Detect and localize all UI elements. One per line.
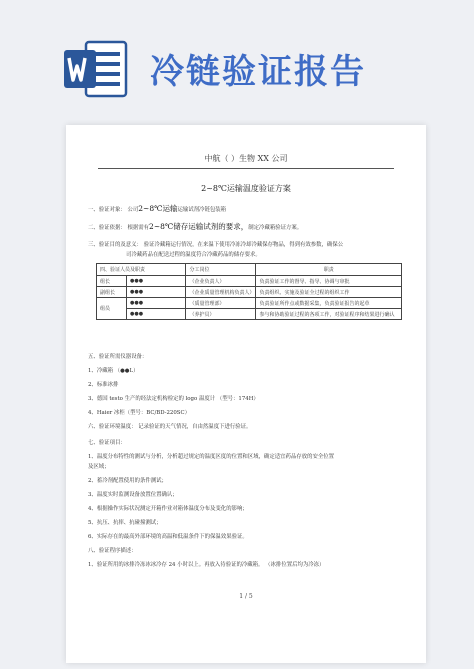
section-label: 二、验证依据： bbox=[88, 225, 126, 231]
section-purpose bbox=[88, 241, 343, 249]
section-label: 三、验证目的及意义： bbox=[88, 242, 142, 248]
section-purpose-cont: 司冷藏药品在配送过程的温度符合冷藏药品的储存要求。 bbox=[126, 252, 261, 258]
table-header-cell: 职责 bbox=[256, 264, 402, 276]
body-line: 七、验证项目： bbox=[88, 440, 126, 446]
body-line: 2、标准冰排 bbox=[88, 382, 119, 388]
body-line: 4、根据操作实际状况测定开箱作业对箱体温度分布及变化的影响； bbox=[88, 506, 248, 512]
section-verification-basis bbox=[88, 223, 302, 232]
body-line: 八、验证程序描述： bbox=[88, 548, 137, 554]
body-line: 3、德国 testo 生产的经法定机构检定的 logo 温度计 （型号：174H） bbox=[88, 396, 259, 402]
table-row bbox=[97, 298, 402, 309]
document-page bbox=[66, 125, 426, 663]
table-row bbox=[97, 309, 402, 320]
table-cell: （企业质量管理机构负责人） bbox=[186, 287, 256, 298]
section-emphasis: 2~8℃运输 bbox=[138, 204, 178, 213]
table-header-cell: 四、验证人员及职责 bbox=[97, 264, 186, 276]
table-header-cell: 分工岗位 bbox=[186, 264, 256, 276]
word-document-icon bbox=[62, 40, 128, 98]
table-cell: （质量管理部） bbox=[186, 298, 256, 309]
body-line: 1、验证所用的冰排冷冻冰冰冷存 24 小时以上。再放入待验证的冷藏箱。 （冰排位置后均为冷冻） bbox=[88, 562, 325, 568]
body-line: 五、验证所需仪器设备： bbox=[88, 354, 148, 360]
body-line: 1、冷藏箱 （●●L） bbox=[88, 368, 139, 374]
banner-title: 冷链验证报告 bbox=[150, 52, 366, 92]
section-emphasis: 2~8℃储存运输试剂的要求， bbox=[149, 222, 249, 231]
section-text: 根据需有 bbox=[127, 225, 150, 231]
responsibility-table bbox=[96, 263, 402, 320]
body-line: 1、温度分布特性的测试与分析，分析超过规定的温度区度的位置和区域，确定适宜药品存放的安全位置 bbox=[88, 454, 335, 460]
table-cell: ●●● bbox=[127, 298, 186, 309]
table-cell: 负责组织、实施及验证全过程的组织工作 bbox=[256, 287, 402, 298]
body-line: 六、验证环境温度： 记录验证的天气情况，自由然温度下进行验证。 bbox=[88, 424, 252, 430]
table-cell: 副组长 bbox=[97, 287, 127, 298]
section-text: 验证冷藏箱运行情况，在来温下使用冷冻冷却冷藏保存物品，得到有效参数，确保公 bbox=[143, 242, 344, 248]
table-cell: （养护员） bbox=[186, 309, 256, 320]
document-title: 2~8℃运输温度验证方案 bbox=[201, 184, 291, 193]
section-text: 运输试剂冷链包装箱 bbox=[177, 207, 227, 213]
body-line: 4、Haier 冰柜（型号：BC/BD-220SC） bbox=[88, 410, 190, 416]
table-row bbox=[97, 276, 402, 287]
section-verification-object bbox=[88, 205, 226, 214]
section-text: 公司 bbox=[127, 207, 139, 213]
body-line: 3、温度实时监测设备放置位置确认； bbox=[88, 492, 178, 498]
table-cell: 参与和协助验证过程的各项工作，对验证程序和结果进行确认 bbox=[256, 309, 402, 320]
table-header-row bbox=[97, 264, 402, 276]
page-header: 中航（ ）生物 XX 公司 bbox=[98, 153, 394, 169]
table-cell: （企业负责人） bbox=[186, 276, 256, 287]
table-row bbox=[97, 287, 402, 298]
banner bbox=[0, 0, 474, 120]
table-cell: 负责验证工作的督导、指导、协调与审批 bbox=[256, 276, 402, 287]
table-cell: ●●● bbox=[127, 276, 186, 287]
table-cell: ●●● bbox=[127, 287, 186, 298]
table-cell: 组员 bbox=[97, 298, 127, 320]
section-label: 一、验证对象： bbox=[88, 207, 126, 213]
body-line: 6、实际存在的最高外部环境的高温和低温条件下的保温效果验证。 bbox=[88, 534, 248, 540]
table-cell: 负责验证所作点或数据采集，负责验证报告的起草 bbox=[256, 298, 402, 309]
body-line: 及区域； bbox=[88, 464, 110, 470]
table-cell: 组长 bbox=[97, 276, 127, 287]
body-line: 2、蓄冷剂配置使用的条件测试； bbox=[88, 478, 167, 484]
section-text: 制定冷藏箱验证方案。 bbox=[248, 225, 303, 231]
table-cell: ●●● bbox=[127, 309, 186, 320]
body-line: 5、抗压、抗摔、抗碰撞测试； bbox=[88, 520, 162, 526]
page-number: 1 / 5 bbox=[239, 593, 253, 600]
